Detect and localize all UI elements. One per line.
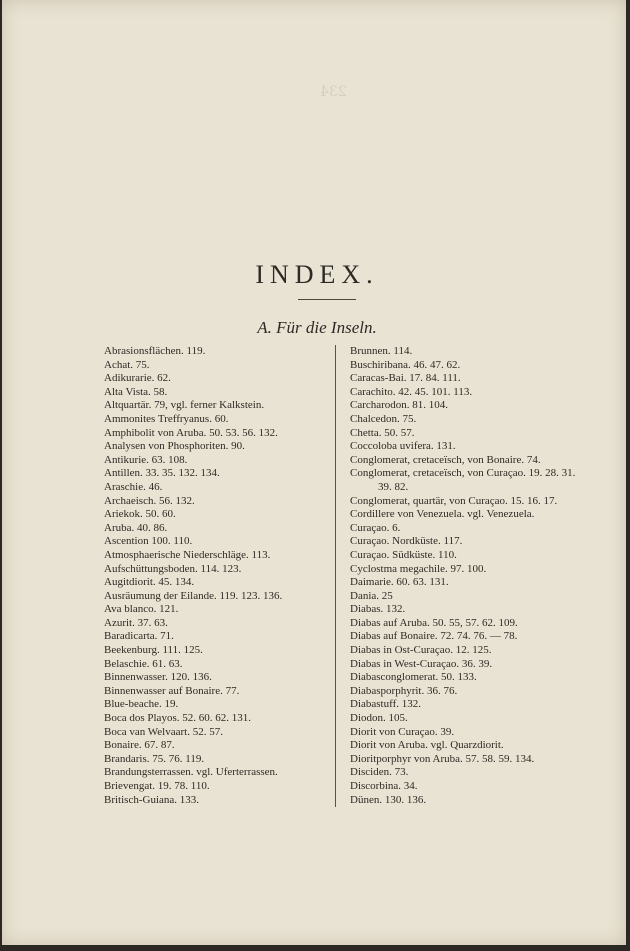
index-entry: Diabas auf Aruba. 50. 55, 57. 62. 109. <box>350 616 518 629</box>
index-entry: Diorit von Aruba. vgl. Quarzdiorit. <box>350 739 504 752</box>
index-entry: Cordillere von Venezuela. vgl. Venezuela. <box>350 508 535 521</box>
index-entry: Curaçao. 6. <box>350 521 401 534</box>
index-entry: Diabas auf Bonaire. 72. 74. 76. — 78. <box>350 630 518 643</box>
index-entry: Archaeisch. 56. 132. <box>104 494 195 507</box>
index-entry: Daimarie. 60. 63. 131. <box>350 576 449 589</box>
index-entry: Discorbina. 34. <box>350 780 418 792</box>
index-entry: Diabasporphyrit. 36. 76. <box>350 684 458 697</box>
index-entry: Atmosphaerische Niederschläge. 113. <box>104 548 271 561</box>
index-entry: Brievengat. 19. 78. 110. <box>104 780 210 792</box>
index-entry: Blue-beache. 19. <box>104 698 179 711</box>
title-rule <box>298 299 356 300</box>
index-entry: Brandaris. 75. 76. 119. <box>104 752 205 765</box>
index-entry: Buschiribana. 46. 47. 62. <box>350 358 461 371</box>
index-entry: Conglomerat, quartär, von Curaçao. 15. 16. 17. <box>350 494 558 507</box>
index-entry: Belaschie. 61. 63. <box>104 657 183 670</box>
index-entry: Carachito. 42. 45. 101. 113. <box>350 385 473 398</box>
index-entry: Diabas in West-Curaçao. 36. 39. <box>350 657 493 670</box>
index-entry: Ariekok. 50. 60. <box>104 508 176 521</box>
index-entry: Diabas in Ost-Curaçao. 12. 125. <box>350 644 492 657</box>
index-entry: Ammonites Treffryanus. 60. <box>104 412 229 425</box>
index-entry: Caracas-Bai. 17. 84. 111. <box>350 372 461 385</box>
index-column-left <box>104 345 330 807</box>
index-entry: Chalcedon. 75. <box>350 412 417 425</box>
bleed-through-page-number: 234 <box>320 84 347 100</box>
index-entry: Binnenwasser auf Bonaire. 77. <box>104 684 240 697</box>
index-entry: Boca van Welvaart. 52. 57. <box>104 725 223 738</box>
index-entry: Diabasconglomerat. 50. 133. <box>350 671 477 684</box>
index-entry: Boca dos Playos. 52. 60. 62. 131. <box>104 712 251 725</box>
index-entry: Britisch-Guiana. 133. <box>104 793 200 806</box>
index-entry: Azurit. 37. 63. <box>104 616 168 629</box>
index-entry: Diodon. 105. <box>350 712 408 725</box>
index-entry: Conglomerat, cretaceïsch, von Bonaire. 74. <box>350 453 541 466</box>
index-entry: Dania. 25 <box>350 589 393 602</box>
index-entry-continuation: 39. 82. <box>378 480 409 493</box>
index-entry: Brandungsterrassen. vgl. Uferterrassen. <box>104 766 278 779</box>
index-entry: Binnenwasser. 120. 136. <box>104 671 212 684</box>
index-entry: Araschie. 46. <box>104 480 163 493</box>
index-entry: Antikurie. 63. 108. <box>104 453 188 466</box>
index-column-right <box>350 345 578 807</box>
index-entry: Conglomerat, cretaceïsch, von Curaçao. 19. 28. 31. <box>350 467 576 480</box>
index-entry: Augitdiorit. 45. 134. <box>104 576 195 589</box>
page-title: INDEX. <box>255 260 379 289</box>
index-entry: Beekenburg. 111. 125. <box>104 644 203 657</box>
index-entry: Dünen. 130. 136. <box>350 793 427 806</box>
index-entry: Abrasionsflächen. 119. <box>104 345 206 357</box>
column-divider <box>335 345 336 807</box>
index-entry: Adikurarie. 62. <box>104 372 171 385</box>
index-entry: Alta Vista. 58. <box>104 385 168 398</box>
index-entry: Antillen. 33. 35. 132. 134. <box>104 467 220 480</box>
index-entry: Diabas. 132. <box>350 603 406 616</box>
index-entry: Achat. 75. <box>104 358 150 371</box>
index-entry: Aruba. 40. 86. <box>104 521 168 534</box>
index-entry: Curaçao. Nordküste. 117. <box>350 535 463 548</box>
index-entry: Brunnen. 114. <box>350 345 413 357</box>
index-entry: Ava blanco. 121. <box>104 603 179 616</box>
index-entry: Diorit von Curaçao. 39. <box>350 725 455 738</box>
index-entry: Altquartär. 79, vgl. ferner Kalkstein. <box>104 399 265 412</box>
index-entry: Ausräumung der Eilande. 119. 123. 136. <box>104 589 283 602</box>
index-entry: Analysen von Phosphoriten. 90. <box>104 440 245 453</box>
index-entry: Dioritporphyr von Aruba. 57. 58. 59. 134. <box>350 752 535 765</box>
index-entry: Chetta. 50. 57. <box>350 426 415 439</box>
index-entry: Ascention 100. 110. <box>104 535 193 548</box>
index-entry: Carcharodon. 81. 104. <box>350 399 449 412</box>
index-entry: Aufschüttungsboden. 114. 123. <box>104 562 242 575</box>
index-entry: Baradicarta. 71. <box>104 630 174 643</box>
index-entry: Cyclostma megachile. 97. 100. <box>350 562 487 575</box>
index-entry: Diabastuff. 132. <box>350 698 421 711</box>
index-entry: Coccoloba uvifera. 131. <box>350 440 456 453</box>
index-entry: Amphibolit von Aruba. 50. 53. 56. 132. <box>104 426 278 439</box>
index-entry: Curaçao. Südküste. 110. <box>350 548 457 561</box>
index-entry: Disciden. 73. <box>350 766 409 779</box>
index-entry: Bonaire. 67. 87. <box>104 739 175 752</box>
section-subtitle: A. Für die Inseln. <box>257 318 377 337</box>
